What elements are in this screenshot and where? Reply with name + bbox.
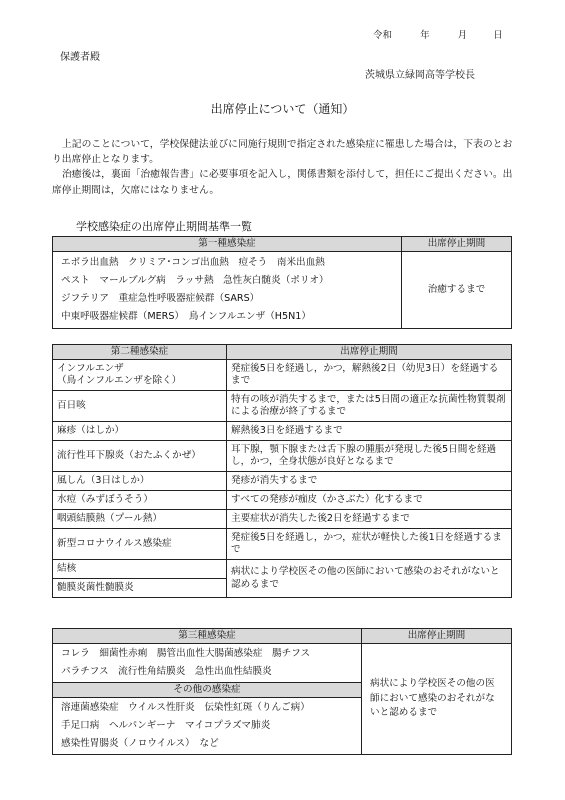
table-row (53, 491, 512, 510)
t2-period: すべての発疹が痂皮（かさぶた）化するまで (227, 491, 512, 510)
list-title: 学校感染症の出席停止期間基準一覧 (76, 220, 252, 233)
sender: 茨城県立緑岡高等学校長 (365, 70, 475, 81)
t1-disease-list (53, 252, 402, 329)
t2-disease: 百日咳 (53, 391, 227, 422)
t2-period: 病状により学校医その他の医師において感染のおそれがないと認めるまで (227, 560, 512, 598)
body-text (52, 137, 522, 198)
t3-line: 手足口病 ヘルパンギーナ マイコプラズマ肺炎 (61, 720, 271, 731)
table-row (53, 360, 512, 391)
body-paragraph-1: 上記のことについて，学校保健法並びに同施行規則で指定された感染症に罹患した場合は，下表のとおり出席停止となります。 (52, 139, 513, 166)
t3-line: 感染性胃腸炎（ノロウイルス） など (61, 738, 219, 749)
table-row (53, 472, 512, 491)
t2-header-disease: 第二種感染症 (53, 345, 227, 360)
t2-disease: 結核 (53, 560, 227, 579)
t2-period: 特有の咳が消失するまで，または5日間の適正な抗菌性物質製剤による治療が終了するまで (227, 391, 512, 422)
t3-disease-list-b (53, 698, 362, 755)
t2-period: 発症後5日を経過し，かつ，解熱後2日（幼児3日）を経過するまで (227, 360, 512, 391)
t2-period: 解熱後3日を経過するまで (227, 422, 512, 441)
table-row (53, 510, 512, 529)
t3-period: 病状により学校医その他の医師において感染のおそれがないと認めるまで (362, 644, 512, 755)
t3-line: パラチフス 流行性角結膜炎 急性出血性結膜炎 (61, 666, 272, 677)
t1-header-period: 出席停止期間 (402, 237, 512, 252)
t2-period: 主要症状が消失した後2日を経過するまで (227, 510, 512, 529)
t2-disease: インフルエンザ （鳥インフルエンザを除く） (53, 360, 227, 391)
t2-disease: 麻疹（はしか） (53, 422, 227, 441)
t3-header-disease: 第三種感染症 (53, 629, 362, 644)
table-row (53, 422, 512, 441)
t3-line: 溶連菌感染症 ウイルス性肝炎 伝染性紅斑（りんご病） (61, 702, 310, 713)
table-row (53, 529, 512, 560)
issue-date (373, 30, 533, 43)
date-day: 日 (493, 30, 503, 41)
t3-sub-header: その他の感染症 (53, 683, 362, 698)
t3-header-period: 出席停止期間 (362, 629, 512, 644)
date-month: 月 (457, 30, 468, 41)
t3-line: コレラ 細菌性赤痢 腸管出血性大腸菌感染症 腸チフス (61, 648, 311, 659)
t1-line: 中東呼吸器症候群（MERS） 鳥インフルエンザ（H5N1） (61, 311, 311, 322)
table-class2 (52, 344, 512, 598)
t2-disease: 流行性耳下腺炎（おたふくかぜ） (53, 441, 227, 472)
t2-period: 耳下腺，顎下腺または舌下腺の腫脹が発現した後5日間を経過し，かつ，全身状態が良好となるまで (227, 441, 512, 472)
t2-disease: 髄膜炎菌性髄膜炎 (53, 579, 227, 598)
table-class3 (52, 628, 512, 755)
t3-disease-list-a (53, 644, 362, 683)
date-year: 年 (420, 30, 430, 41)
t1-period: 治癒するまで (402, 252, 512, 329)
t1-header-disease: 第一種感染症 (53, 237, 402, 252)
recipient: 保護者殿 (60, 52, 100, 63)
body-paragraph-2: 治癒後は，裏面「治癒報告書」に必要事項を記入し，関係書類を添付して，担任にご提出ください。出席停止期間は，欠席にはなりません。 (52, 169, 513, 196)
t2-disease: 新型コロナウイルス感染症 (53, 529, 227, 560)
t2-header-period: 出席停止期間 (227, 345, 512, 360)
t1-line: ジフテリア 重症急性呼吸器症候群（SARS） (61, 293, 260, 304)
table-row (53, 391, 512, 422)
table-row (53, 441, 512, 472)
t2-disease: 水痘（みずぼうそう） (53, 491, 227, 510)
t1-line: エボラ出血熱 クリミア･コンゴ出血熱 痘そう 南米出血熱 (61, 257, 325, 268)
t2-period: 発疹が消失するまで (227, 472, 512, 491)
t2-period: 発症後5日を経過し，かつ，症状が軽快した後1日を経過するまで (227, 529, 512, 560)
t2-disease: 咽頭結膜熱（プール熱） (53, 510, 227, 529)
table-row (53, 560, 512, 579)
t2-disease: 風しん（3日はしか） (53, 472, 227, 491)
t1-line: ペスト マールブルグ病 ラッサ熱 急性灰白髄炎（ポリオ） (61, 275, 329, 286)
document-title: 出席停止について（通知） (210, 102, 355, 116)
date-era: 令和 (373, 30, 393, 41)
table-class1 (52, 236, 512, 329)
